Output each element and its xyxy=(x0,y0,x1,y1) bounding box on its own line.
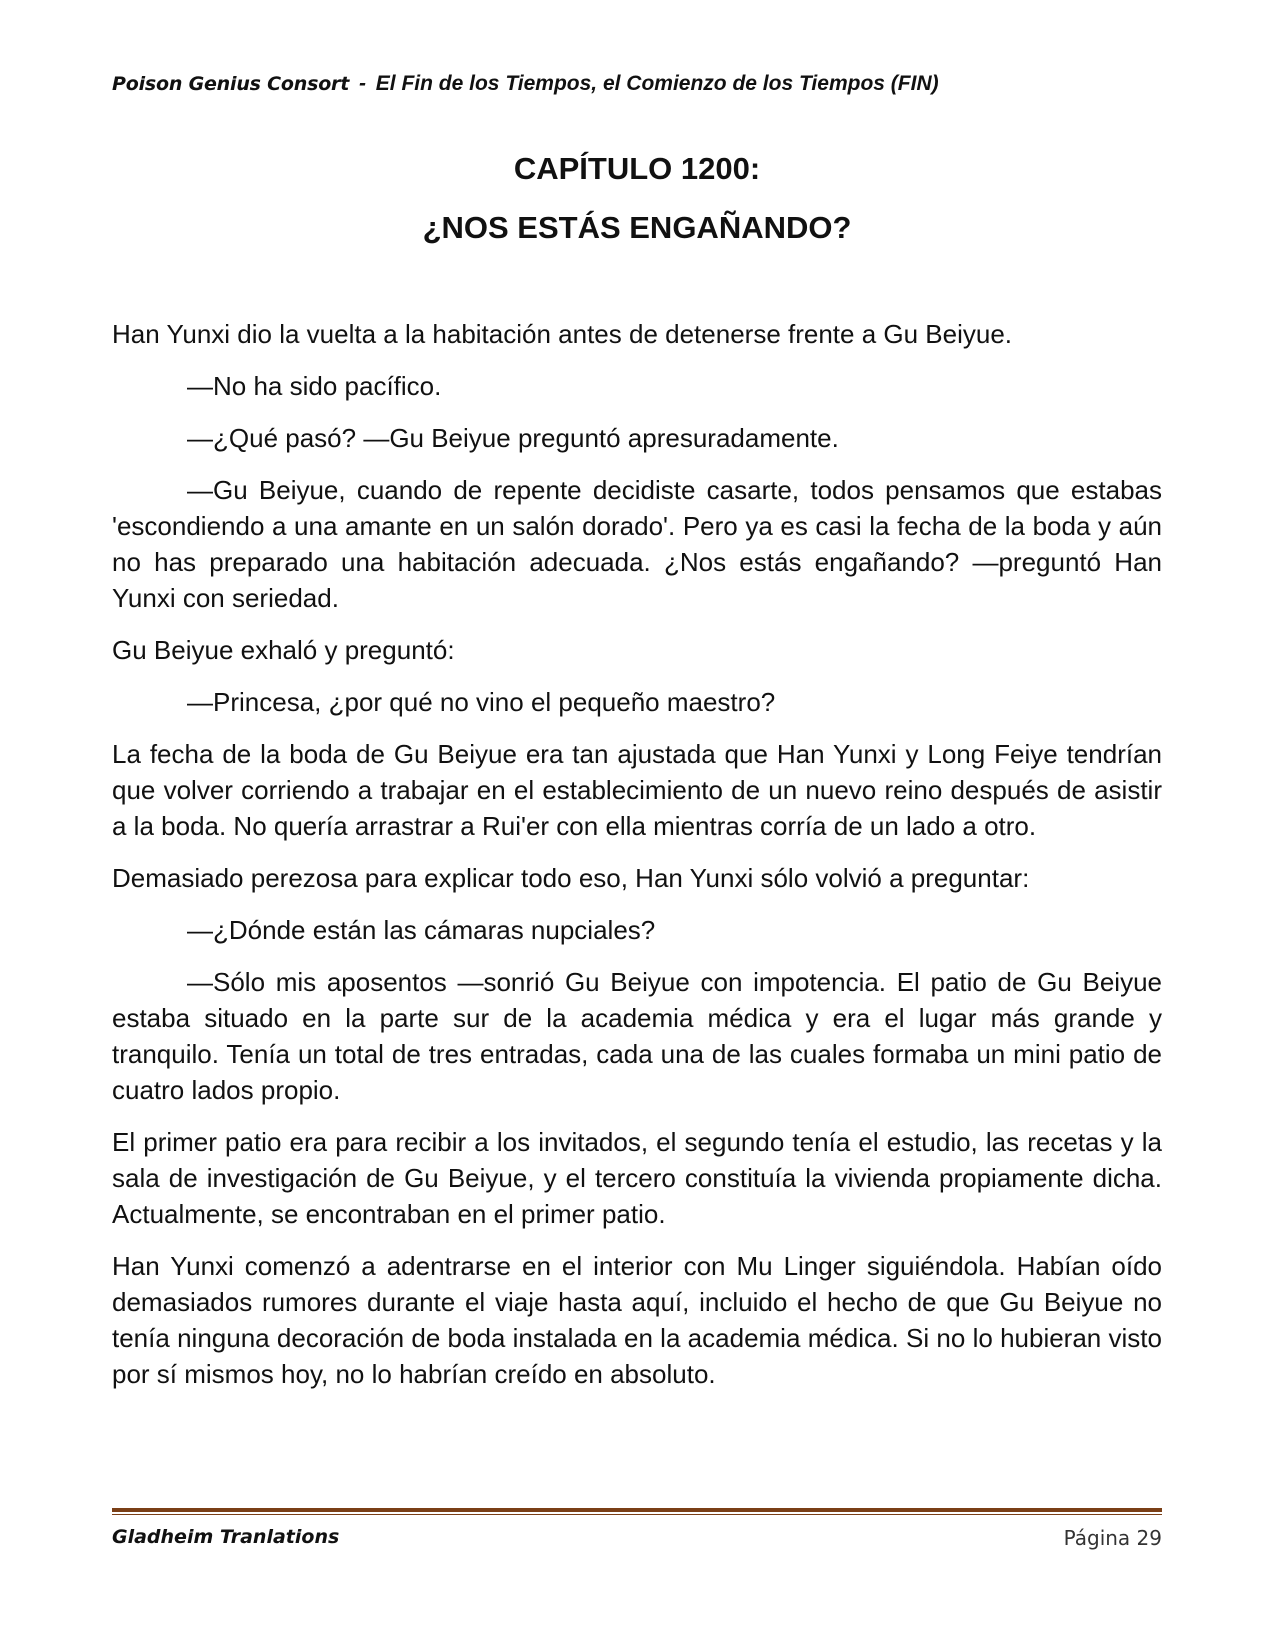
series-title: Poison Genius Consort xyxy=(112,73,350,95)
paragraph: —Sólo mis aposentos —sonrió Gu Beiyue con impotencia. El patio de Gu Beiyue estaba situado en la parte sur de la academia médica y era el lugar más grande y tranquilo. Tenía un total de tres entradas, cada una de las cuales formaba un mini patio de cuatro lados propio. xyxy=(112,967,1162,1105)
paragraph: —Princesa, ¿por qué no vino el pequeño maestro? xyxy=(187,687,776,717)
chapter-number: CAPÍTULO 1200: xyxy=(513,151,761,186)
body-text xyxy=(112,316,1162,1408)
footer-publisher: Gladheim Tranlations xyxy=(112,1526,340,1548)
volume-title: El Fin de los Tiempos, el Comienzo de los Tiempos (FIN) xyxy=(375,72,939,95)
footer-rule-thick xyxy=(112,1508,1162,1512)
paragraph: Han Yunxi dio la vuelta a la habitación antes de detenerse frente a Gu Beiyue. xyxy=(112,319,1013,349)
running-header xyxy=(112,72,1162,96)
chapter-title: ¿NOS ESTÁS ENGAÑANDO? xyxy=(422,210,852,245)
paragraph: El primer patio era para recibir a los invitados, el segundo tenía el estudio, las recetas y la sala de investigación de Gu Beiyue, y el tercero constituía la vivienda propiamente dicha. Actualmente, se encontraban en el primer patio. xyxy=(112,1127,1162,1229)
paragraph: —¿Qué pasó? —Gu Beiyue preguntó apresuradamente. xyxy=(187,423,839,453)
paragraph: —¿Dónde están las cámaras nupciales? xyxy=(187,915,656,945)
paragraph: Demasiado perezosa para explicar todo eso, Han Yunxi sólo volvió a preguntar: xyxy=(112,863,1030,893)
paragraph: —No ha sido pacífico. xyxy=(187,371,442,401)
paragraph: —Gu Beiyue, cuando de repente decidiste casarte, todos pensamos que estabas 'escondiendo a una amante en un salón dorado'. Pero ya es casi la fecha de la boda y aún no has preparado una habitación adecuada. ¿Nos estás engañando? —preguntó Han Yunxi con seriedad. xyxy=(112,475,1162,613)
header-separator: - xyxy=(358,72,366,95)
footer-rule-thin xyxy=(112,1514,1162,1515)
paragraph: Han Yunxi comenzó a adentrarse en el interior con Mu Linger siguiéndola. Habían oído demasiados rumores durante el viaje hasta aquí, incluido el hecho de que Gu Beiyue no tenía ninguna decoración de boda instalada en la academia médica. Si no lo hubieran visto por sí mismos hoy, no lo habrían creído en absoluto. xyxy=(112,1251,1162,1389)
page-number: Página 29 xyxy=(1063,1526,1162,1550)
paragraph: Gu Beiyue exhaló y preguntó: xyxy=(112,635,455,665)
paragraph: La fecha de la boda de Gu Beiyue era tan ajustada que Han Yunxi y Long Feiye tendrían que volver corriendo a trabajar en el establecimiento de un nuevo reino después de asistir a la boda. No quería arrastrar a Rui'er con ella mientras corría de un lado a otro. xyxy=(112,739,1162,841)
